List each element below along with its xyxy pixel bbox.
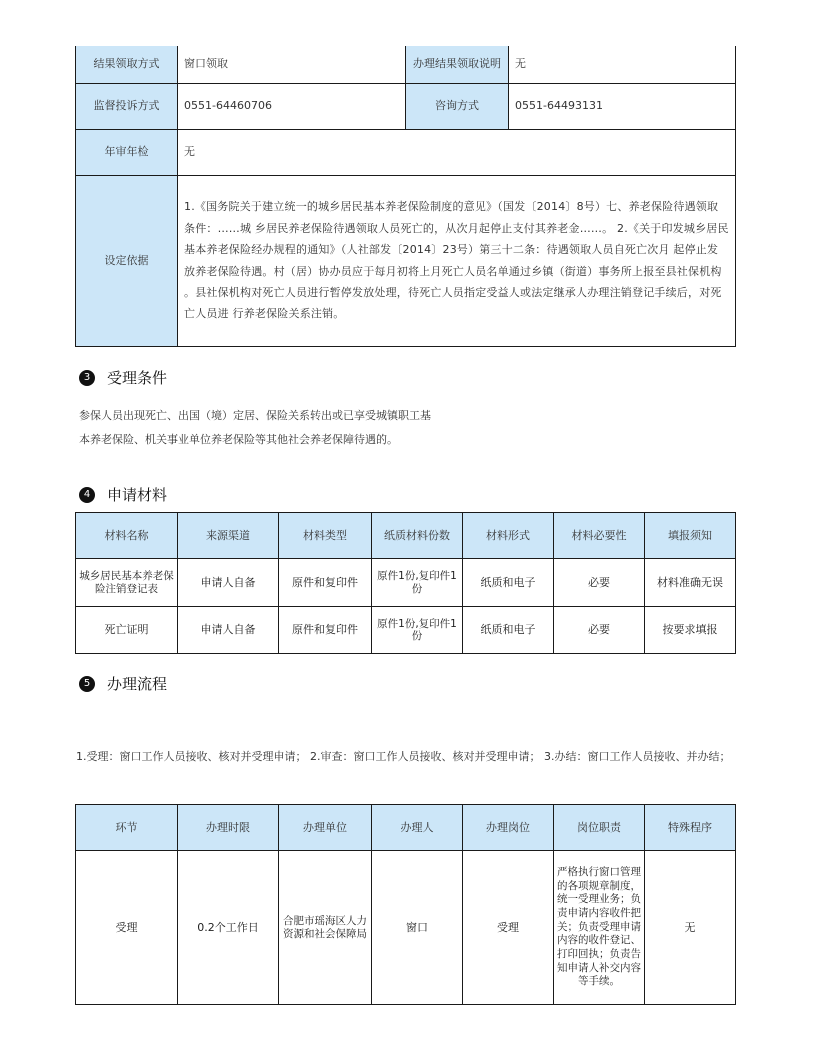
process-step: 受理 <box>76 851 178 1005</box>
section-number-4: 4 <box>79 487 95 503</box>
material-necessity: 必要 <box>554 607 645 654</box>
material-type: 原件和复印件 <box>279 607 372 654</box>
column-header: 特殊程序 <box>645 805 736 851</box>
column-header: 纸质材料份数 <box>372 513 463 559</box>
materials-table <box>75 512 736 654</box>
section-title-text: 办理流程 <box>107 675 168 693</box>
result-note-value: 无 <box>509 46 736 83</box>
column-header: 办理时限 <box>178 805 279 851</box>
annual-check-label: 年审年检 <box>76 129 178 175</box>
material-source: 申请人自备 <box>178 559 279 607</box>
section-acceptance-title <box>79 367 167 388</box>
column-header: 办理单位 <box>279 805 372 851</box>
material-notes: 材料准确无误 <box>645 559 736 607</box>
column-header: 来源渠道 <box>178 513 279 559</box>
material-notes: 按要求填报 <box>645 607 736 654</box>
process-special: 无 <box>645 851 736 1005</box>
material-form: 纸质和电子 <box>463 559 554 607</box>
info-table <box>75 46 736 347</box>
consult-phone: 0551-64493131 <box>509 83 736 129</box>
column-header: 环节 <box>76 805 178 851</box>
basis-text: 1.《国务院关于建立统一的城乡居民基本养老保险制度的意见》（国发〔2014〕8号）七、养老保险待遇领取条件：……城 乡居民养老保险待遇领取人员死亡的，从次月起停止支付其养老金……。 2.《关于印发城乡居民基本养老保险经办规程的通知》（人社部发〔2014〕23号）第三十二条：待遇领取人员自死亡次月 起停止发放养老保险待遇。村（居）协办员应于每月初将上月死亡人员名单通过乡镇（街道）事务所上报至县社保机构 。县社保机构对死亡人员进行暂停发放处理，待死亡人员指定受益人或法定继承人办理注销登记手续后，对死亡人员进 行养老保险关系注销。 <box>178 175 736 346</box>
material-form: 纸质和电子 <box>463 607 554 654</box>
complaint-phone: 0551-64460706 <box>178 83 406 129</box>
process-duty: 严格执行窗口管理的各项规章制度，统一受理业务；负责申请内容收件把关；负责受理申请内容的收件登记、打印回执；负责告知申请人补交内容等手续。 <box>554 851 645 1005</box>
column-header: 材料形式 <box>463 513 554 559</box>
acceptance-line-1: 参保人员出现死亡、出国（境）定居、保险关系转出或已享受城镇职工基 <box>79 409 431 422</box>
table-row <box>76 559 736 607</box>
column-header: 办理人 <box>372 805 463 851</box>
materials-header-row <box>76 513 736 559</box>
material-name: 城乡居民基本养老保险注销登记表 <box>76 559 178 607</box>
section-materials-title <box>79 484 167 505</box>
process-flow-text: 1.受理：窗口工作人员接收、核对并受理申请； 2.审查：窗口工作人员接收、核对并受理申请； 3.办结：窗口工作人员接收、并办结； <box>76 750 731 763</box>
section-number-3: 3 <box>79 370 95 386</box>
material-source: 申请人自备 <box>178 607 279 654</box>
result-method-label: 结果领取方式 <box>76 46 178 83</box>
column-header: 材料名称 <box>76 513 178 559</box>
column-header: 岗位职责 <box>554 805 645 851</box>
process-handler: 窗口 <box>372 851 463 1005</box>
process-post: 受理 <box>463 851 554 1005</box>
column-header: 材料必要性 <box>554 513 645 559</box>
column-header: 填报须知 <box>645 513 736 559</box>
material-copies: 原件1份,复印件1份 <box>372 607 463 654</box>
process-unit: 合肥市瑶海区人力资源和社会保障局 <box>279 851 372 1005</box>
section-number-5: 5 <box>79 676 95 692</box>
material-necessity: 必要 <box>554 559 645 607</box>
material-type: 原件和复印件 <box>279 559 372 607</box>
section-process-title <box>79 673 167 694</box>
process-time-limit: 0.2个工作日 <box>178 851 279 1005</box>
column-header: 材料类型 <box>279 513 372 559</box>
material-copies: 原件1份,复印件1份 <box>372 559 463 607</box>
process-header-row <box>76 805 736 851</box>
section-title-text: 受理条件 <box>107 369 168 387</box>
consult-label: 咨询方式 <box>406 83 509 129</box>
acceptance-line-2: 本养老保险、机关事业单位养老保险等其他社会养老保障待遇的。 <box>79 433 398 447</box>
section-title-text: 申请材料 <box>107 486 168 504</box>
material-name: 死亡证明 <box>76 607 178 654</box>
basis-label: 设定依据 <box>76 175 178 346</box>
table-row <box>76 607 736 654</box>
result-note-label: 办理结果领取说明 <box>406 46 509 83</box>
annual-check-value: 无 <box>178 129 736 175</box>
complaint-label: 监督投诉方式 <box>76 83 178 129</box>
column-header: 办理岗位 <box>463 805 554 851</box>
result-method-value: 窗口领取 <box>178 46 406 83</box>
process-table <box>75 804 736 1005</box>
table-row <box>76 851 736 1005</box>
acceptance-conditions <box>79 404 739 452</box>
